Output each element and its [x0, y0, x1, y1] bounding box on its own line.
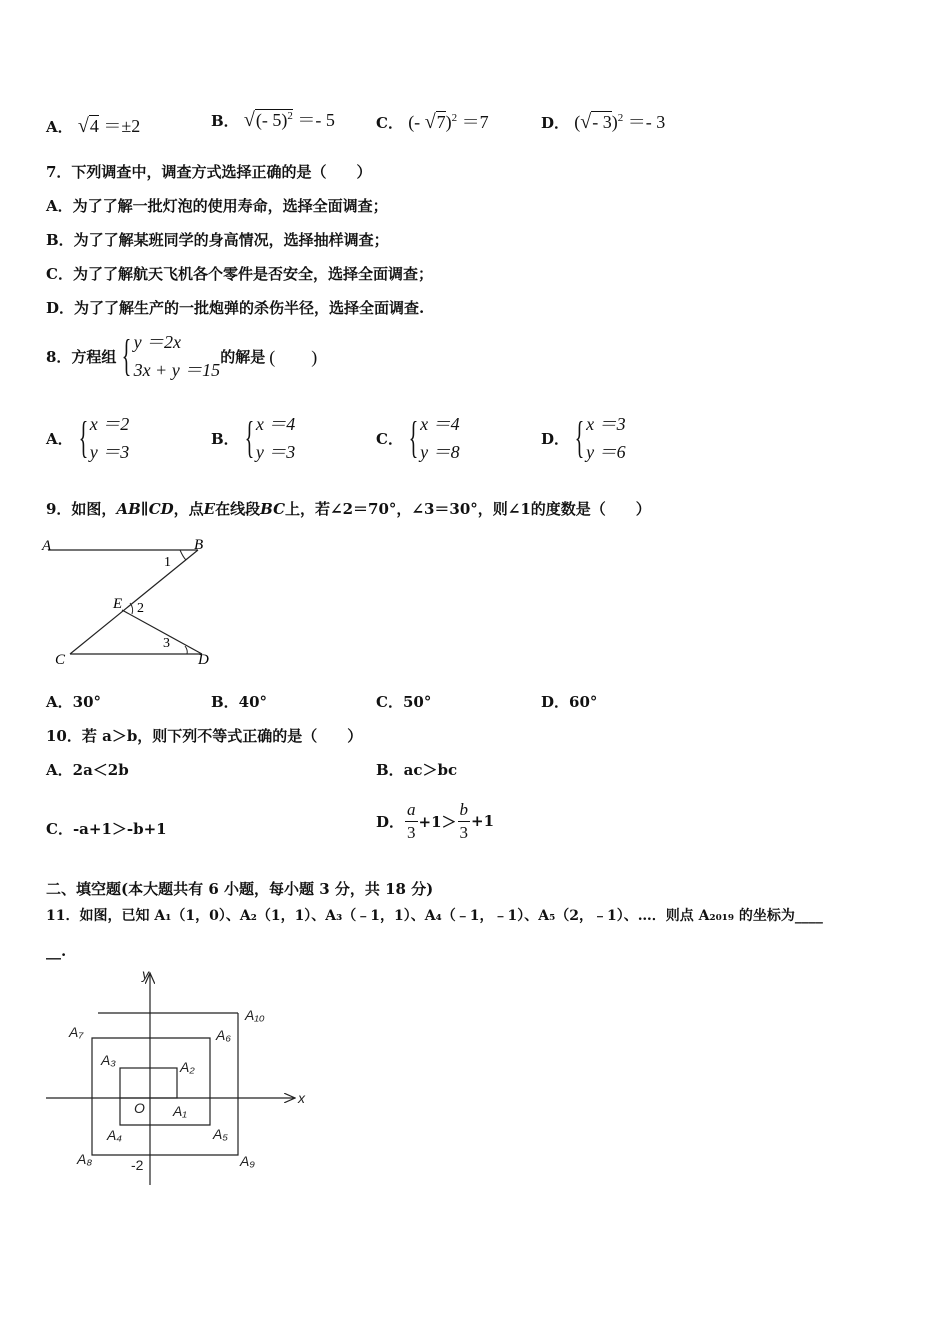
d-end: +1 — [471, 812, 495, 830]
equation-1: y ＝2x — [133, 332, 182, 352]
q7-option-b: B．为了了解某班同学的身高情况，选择抽样调查； — [46, 231, 389, 249]
q9-option-a: A．30° — [46, 693, 102, 711]
q9-rest: 上，若∠2＝70°，∠3＝30°，则∠1的度数是（ ） — [285, 500, 651, 518]
numerator: a — [405, 799, 418, 822]
label-neg2: -2 — [131, 1157, 144, 1173]
radicand: - 3 — [592, 112, 612, 132]
rhs: ＝7 — [461, 112, 489, 132]
q10-option-b: B．ac＞bc — [376, 761, 458, 779]
option-label: D． — [376, 812, 405, 831]
q10-option-d — [376, 793, 494, 849]
denominator: 3 — [459, 822, 469, 842]
q8-suffix: 的解是 — [220, 347, 266, 366]
q9-e: E — [203, 500, 216, 518]
exponent: 2 — [287, 110, 293, 122]
q9-option-b: B．40° — [211, 693, 268, 711]
option-label: B． — [211, 112, 239, 130]
label-x: x — [298, 1090, 305, 1106]
radicand: 7 — [436, 112, 446, 132]
label-a4: A₄ — [107, 1127, 122, 1143]
x-value: x ＝2 — [89, 414, 130, 434]
q9-ab-cd: AB∥CD — [116, 500, 174, 518]
label-angle-3: 3 — [163, 636, 170, 651]
rhs: ＝- 3 — [627, 112, 666, 132]
label-a: A — [42, 538, 52, 554]
y-value: y ＝3 — [255, 442, 296, 462]
option-label: C． — [376, 429, 403, 448]
fraction-b-over-3 — [458, 799, 471, 844]
section-heading: 二、填空题(本大题共有 6 小题，每小题 3 分，共 18 分) — [46, 880, 434, 898]
y-value: y ＝3 — [89, 442, 130, 462]
q7-option-c: C．为了了解航天飞机各个零件是否安全，选择全面调查； — [46, 265, 433, 283]
y-value: y ＝6 — [586, 442, 626, 462]
answer-paren: ( ) — [269, 347, 318, 367]
pre: (- — [408, 112, 425, 132]
equation-system: { y ＝2x 3x + y ＝15 — [116, 328, 220, 384]
q11-blank-end: __. — [46, 942, 67, 960]
equation-2: 3x + y ＝15 — [133, 360, 221, 380]
option-label: A． — [46, 429, 73, 448]
radicand: (- 5) — [255, 110, 288, 130]
label-angle-1: 1 — [164, 555, 171, 570]
option-label: D． — [541, 114, 570, 132]
q10-option-c: C．-a+1＞-b+1 — [46, 820, 167, 838]
angle-3-arc — [185, 646, 187, 654]
exponent: 2 — [451, 112, 458, 124]
q9-mid2: 在线段 — [215, 500, 261, 518]
q11-figure — [40, 965, 320, 1190]
q7-option-a: A．为了了解一批灯泡的使用寿命，选择全面调查； — [46, 197, 388, 215]
q7-option-d: D．为了了解生产的一批炮弹的杀伤半径，选择全面调查. — [46, 299, 425, 317]
label-a5: A₅ — [213, 1126, 228, 1142]
label-a9: A₉ — [240, 1153, 255, 1169]
square-1 — [120, 1068, 177, 1098]
q11-stem: 11．如图，已知 A₁（1，0）、A₂（1，1）、A₃（﹣1，1）、A₄（﹣1，﹣1）、A₅（2，﹣1）、…．则点 A₂₀₁₉ 的坐标为____ — [46, 908, 823, 924]
line-ed — [122, 610, 202, 654]
q9-option-d: D．60° — [541, 693, 598, 711]
q8-option-a: A． { x ＝2 y ＝3 — [46, 410, 129, 466]
q9-figure — [40, 530, 230, 675]
option-label: D． — [541, 429, 570, 448]
label-c: C — [55, 652, 66, 668]
exponent: 2 — [617, 112, 624, 124]
label-a7: A₇ — [69, 1024, 84, 1040]
label-d: D — [198, 652, 209, 668]
y-value: y ＝8 — [420, 442, 460, 462]
label-b: B — [194, 537, 204, 553]
q9-bc: BC — [260, 500, 286, 518]
label-a8: A₈ — [77, 1151, 93, 1167]
post: ) — [445, 112, 452, 132]
label-origin: O — [134, 1100, 145, 1116]
option-label: B． — [211, 429, 239, 448]
q6-option-c: C． (- √7)$^2$ ＝7 — [376, 111, 489, 133]
label-a2: A₂ — [180, 1059, 195, 1075]
q6-option-a: A． √4 ＝±2 — [46, 115, 141, 137]
rhs: ＝±2 — [103, 116, 141, 136]
q9-option-c: C．50° — [376, 693, 432, 711]
label-a3: A₃ — [101, 1052, 116, 1068]
q10-stem: 10．若 a＞b，则下列不等式正确的是（ ） — [46, 727, 363, 745]
q10-option-a: A．2a＜2b — [46, 761, 129, 779]
option-label: C． — [376, 114, 403, 132]
rhs: ＝- 5 — [297, 110, 335, 130]
q8-option-d: D． { x ＝3 y ＝6 — [541, 410, 626, 466]
q9-mid1: ，点 — [173, 500, 204, 518]
denominator: 3 — [407, 822, 416, 842]
q7-stem: 7．下列调查中，调查方式选择正确的是（ ） — [46, 163, 372, 181]
fraction-a-over-3 — [405, 799, 418, 844]
line-bc — [70, 550, 198, 654]
d-mid: +1＞ — [418, 812, 457, 831]
q8-prefix: 8．方程组 — [46, 347, 117, 366]
angle-1-arc — [180, 550, 186, 560]
label-a6: A₆ — [216, 1027, 231, 1043]
label-a10: A₁₀ — [245, 1007, 265, 1023]
q9-num: 9．如图， — [46, 500, 117, 518]
option-label: A． — [46, 118, 73, 136]
pre: ( — [574, 112, 581, 132]
q8-option-c: C． { x ＝4 y ＝8 — [376, 410, 460, 466]
numerator: b — [458, 799, 471, 822]
q8-option-b: B． { x ＝4 y ＝3 — [211, 410, 295, 466]
label-e: E — [113, 596, 123, 612]
label-y: y — [142, 966, 149, 982]
x-value: x ＝4 — [255, 414, 296, 434]
label-a1: A₁ — [173, 1103, 187, 1119]
x-value: x ＝4 — [420, 414, 460, 434]
q6-option-b: B． √(- 5)$^2$ ＝- 5 — [211, 109, 335, 131]
label-angle-2: 2 — [137, 601, 144, 616]
post: ) — [611, 112, 618, 132]
q9-stem — [46, 498, 651, 519]
x-value: x ＝3 — [586, 414, 626, 434]
radicand: 4 — [89, 116, 99, 136]
q8-stem — [46, 328, 317, 384]
q6-option-d: D． (√- 3)$^2$ ＝- 3 — [541, 111, 666, 133]
